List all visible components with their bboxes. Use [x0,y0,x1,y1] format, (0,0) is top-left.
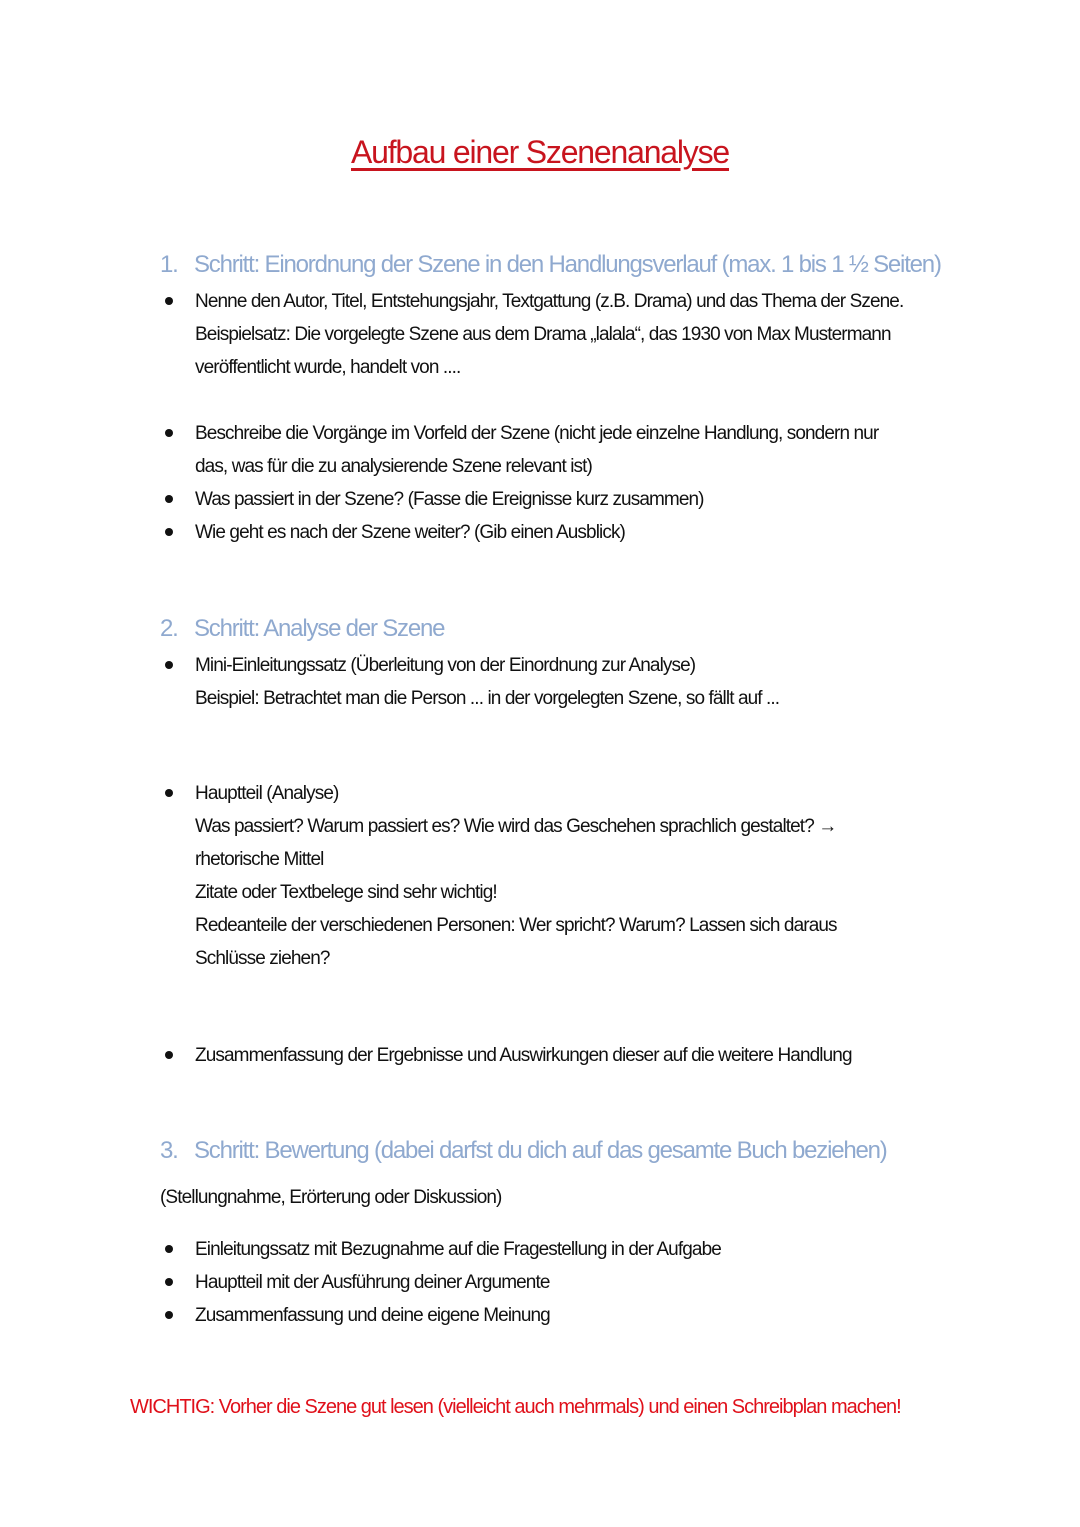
item-line: Zusammenfassung und deine eigene Meinung [195,1305,550,1326]
item-line: Redeanteile der verschiedenen Personen: Wer spricht? Warum? Lassen sich daraus [195,915,837,936]
item-line: Was passiert? Warum passiert es? Wie wird das Geschehen sprachlich gestaltet? → [195,816,837,837]
section-2-list-main [160,777,960,975]
item-line: Was passiert in der Szene? (Fasse die Ereignisse kurz zusammen) [195,489,704,510]
item-line: Beispiel: Betrachtet man die Person ... in der vorgelegten Szene, so fällt auf ... [195,688,780,709]
section-3-number: 3. [160,1137,178,1164]
item-line: Hauptteil mit der Ausführung deiner Argumente [195,1272,550,1293]
section-1-heading-text: Schritt: Einordnung der Szene in den Handlungsverlauf (max. 1 bis 1 ½ Seiten) [194,251,941,278]
item-line: Schlüsse ziehen? [195,948,330,969]
list-item [160,1039,960,1072]
section-3-list [160,1233,960,1332]
section-2-number: 2. [160,615,178,642]
section-2-list-summary [160,1039,960,1072]
section-2-heading [160,615,444,643]
item-line: Nenne den Autor, Titel, Entstehungsjahr, Textgattung (z.B. Drama) und das Thema der Szene. [195,291,904,312]
item-line: das, was für die zu analysierende Szene relevant ist) [195,456,592,477]
section-3-heading [160,1137,887,1165]
section-1-heading [160,251,941,279]
section-3-subtitle: (Stellungnahme, Erörterung oder Diskussion) [160,1187,502,1208]
list-item [160,417,960,483]
list-item [160,516,960,549]
item-line: rhetorische Mittel [195,849,324,870]
item-line: Hauptteil (Analyse) [195,783,339,804]
item-line: Wie geht es nach der Szene weiter? (Gib einen Ausblick) [195,522,625,543]
item-line: Mini-Einleitungssatz (Überleitung von der Einordnung zur Analyse) [195,655,696,676]
page-title: Aufbau einer Szenenanalyse [351,134,729,170]
list-item [160,1266,960,1299]
list-item [160,483,960,516]
item-line: Beispielsatz: Die vorgelegte Szene aus dem Drama „lalala“, das 1930 von Max Mustermann [195,324,891,345]
item-line: Beschreibe die Vorgänge im Vorfeld der Szene (nicht jede einzelne Handlung, sondern nur [195,423,879,444]
section-2-heading-text: Schritt: Analyse der Szene [194,615,445,642]
section-3-heading-text: Schritt: Bewertung (dabei darfst du dich auf das gesamte Buch beziehen) [194,1137,887,1164]
item-line: veröffentlicht wurde, handelt von .... [195,357,461,378]
warning-note: WICHTIG: Vorher die Szene gut lesen (vielleicht auch mehrmals) und einen Schreibplan machen! [130,1396,901,1418]
list-item [160,649,960,715]
list-item [160,1299,960,1332]
list-item [160,285,960,384]
list-item [160,777,960,975]
list-item [160,1233,960,1266]
item-line: Zusammenfassung der Ergebnisse und Auswirkungen dieser auf die weitere Handlung [195,1045,852,1066]
section-1-list [160,285,960,384]
section-1-number: 1. [160,251,178,278]
item-line: Zitate oder Textbelege sind sehr wichtig! [195,882,497,903]
section-2-list [160,649,960,715]
section-1-list-continued [160,417,960,549]
item-line: Einleitungssatz mit Bezugnahme auf die Fragestellung in der Aufgabe [195,1239,721,1260]
